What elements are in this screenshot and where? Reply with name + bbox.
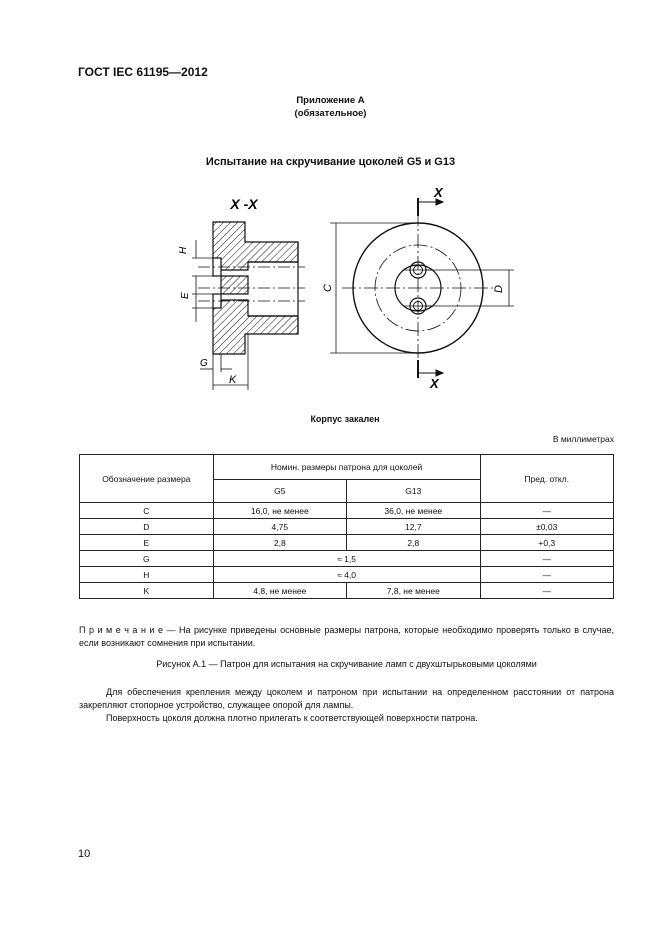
figure-caption: Рисунок А.1 — Патрон для испытания на скручивание ламп с двухштырьковыми цоколями [156,659,537,669]
dimension-h [192,240,213,276]
dim-d-label: D [493,285,505,293]
cut-label-bottom: X [430,376,439,391]
page-number: 10 [78,848,91,860]
appendix-status: (обязательное) [294,108,367,119]
table-row: E 2,8 2,8 +0,3 [80,535,614,551]
dim-e-label: E [180,292,191,299]
header-g5: G5 [213,480,346,503]
figure-title: Испытание на скручивание цоколей G5 и G13 [205,156,456,168]
note-paragraph: П р и м е ч а н и е — На рисунке приведены основные размеры патрона, которые необходимо проверять только в случае, если возникают сомнения при испытании. [79,625,614,648]
table-row: G ≈ 1,5 — [80,551,614,567]
dim-h-label: H [178,246,189,254]
cut-label-top: X [434,185,443,200]
dimensions-table [79,454,614,599]
table-row: D 4,75 12,7 ±0,03 [80,519,614,535]
table-row: H ≈ 4,0 — [80,567,614,583]
figure-note-hardened: Корпус закален [310,414,380,424]
dim-k-label: K [229,374,237,386]
appendix-title: Приложение А [296,95,365,106]
body-paragraph-2: Поверхность цоколя должна плотно прилегать к соответствующей поверхности патрона. [106,713,478,723]
table-row: K 4,8, не менее 7,8, не менее — [80,583,614,599]
section-label: X -X [230,196,258,212]
front-view [342,212,494,364]
document-code: ГОСТ IEC 61195—2012 [78,65,208,79]
section-view [198,222,305,354]
dimension-e [192,276,213,322]
header-g13: G13 [347,480,480,503]
dim-c-label: C [322,284,334,292]
header-tol: Пред. откл. [480,455,614,503]
table-row: C 16,0, не менее 36,0, не менее — [80,503,614,519]
cut-marker-top [418,198,443,216]
units-label: В миллиметрах [552,434,614,444]
dim-g-label: G [200,358,208,369]
header-name: Обозначение размера [80,455,214,503]
technical-drawing [0,0,661,400]
header-group: Номин. размеры патрона для цоколей [213,455,480,480]
body-paragraph-1: Для обеспечения крепления между цоколем и патроном при испытании на определенном расстоянии от патрона закрепляют стопорное устройство, служащее опорой для лампы. [79,687,614,710]
